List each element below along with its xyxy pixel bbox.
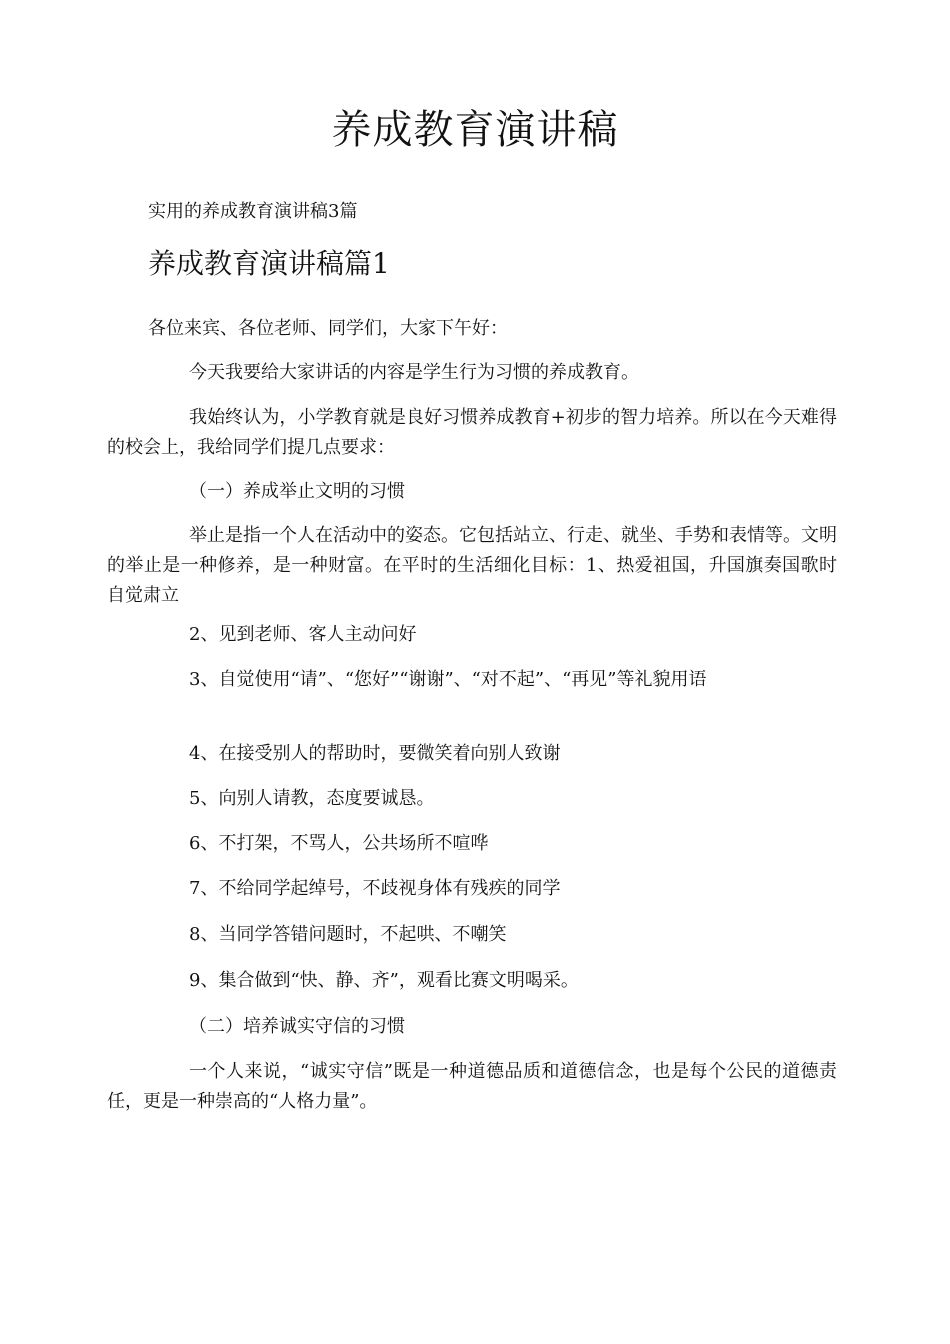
list-item: 7、不给同学起绰号，不歧视身体有残疾的同学 (189, 878, 561, 899)
paragraph: 我始终认为，小学教育就是良好习惯养成教育+初步的智力培养。所以在今天难得的校会上，我给同学们提几点要求： (107, 407, 837, 458)
document-subtitle: 实用的养成教育演讲稿3篇 (148, 201, 358, 222)
paragraph-greeting: 各位来宾、各位老师、同学们，大家下午好： (148, 318, 508, 339)
section-heading: 养成教育演讲稿篇1 (148, 247, 390, 280)
paragraph: 一个人来说，“诚实守信”既是一种道德品质和道德信念，也是每个公民的道德责任，更是一种崇高的“人格力量”。 (107, 1061, 837, 1112)
list-item: 2、见到老师、客人主动问好 (189, 624, 417, 645)
list-item: 9、集合做到“快、静、齐”，观看比赛文明喝采。 (189, 970, 579, 991)
list-item: 8、当同学答错问题时，不起哄、不嘲笑 (189, 924, 507, 945)
document-title: 养成教育演讲稿 (331, 107, 619, 153)
list-item: 5、向别人请教，态度要诚恳。 (189, 788, 435, 809)
list-item: 6、不打架，不骂人，公共场所不喧哗 (189, 833, 489, 854)
subsection-heading: （二）培养诚实守信的习惯 (189, 1016, 405, 1037)
subsection-heading: （一）养成举止文明的习惯 (189, 481, 405, 502)
list-item: 3、自觉使用“请”、“您好”“谢谢”、“对不起”、“再见”等礼貌用语 (189, 669, 707, 690)
paragraph: 举止是指一个人在活动中的姿态。它包括站立、行走、就坐、手势和表情等。文明的举止是一种修养，是一种财富。在平时的生活细化目标：1、热爱祖国，升国旗奏国歌时自觉肃立 (107, 525, 837, 606)
paragraph: 今天我要给大家讲话的内容是学生行为习惯的养成教育。 (189, 362, 639, 383)
list-item: 4、在接受别人的帮助时，要微笑着向别人致谢 (189, 743, 561, 764)
